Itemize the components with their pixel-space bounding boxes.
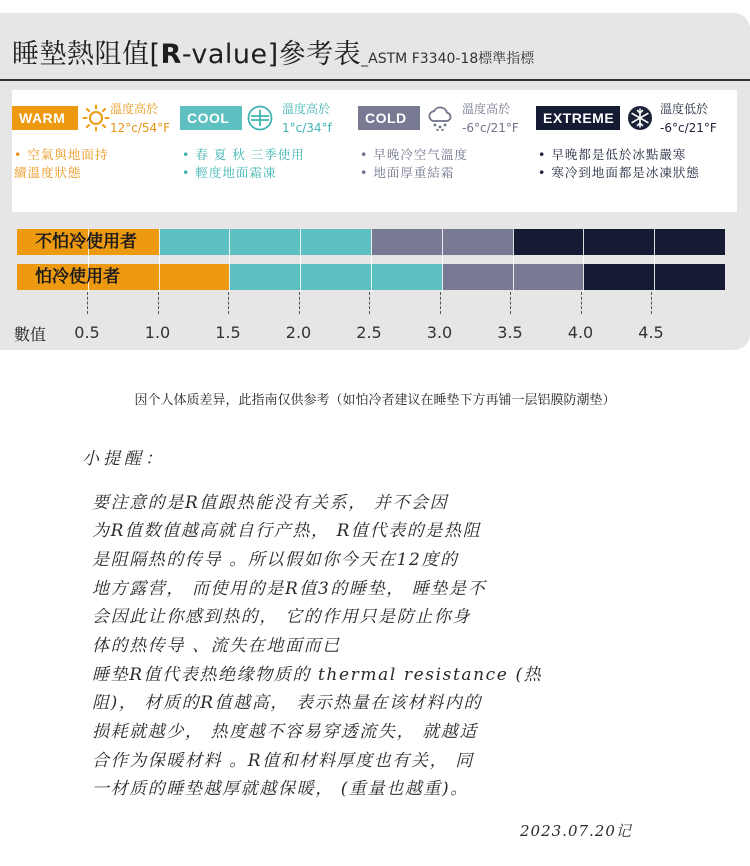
- legend-extreme: [536, 100, 736, 210]
- warm-note-1: • 空氣與地面持: [14, 147, 109, 162]
- warm-note-2: 續溫度狀態: [14, 165, 82, 180]
- x-tick-label: 1.0: [144, 323, 171, 342]
- bar-segment-cool: [229, 264, 441, 290]
- reminder-line: 一材质的睡垫越厚就越保暖， (重量也越重)。: [92, 779, 469, 799]
- gridline: [442, 229, 443, 292]
- x-tick-label: 3.5: [497, 323, 523, 342]
- bar-segment-cool: [159, 229, 371, 255]
- tick-guide: [369, 292, 370, 314]
- title-r-mark: R: [160, 39, 182, 70]
- series-label-not-cold-sensitive: 不怕冷使用者: [35, 232, 137, 252]
- warm-temp-value: 12°c/54°F: [110, 121, 171, 135]
- cool-notes: [182, 146, 305, 182]
- tick-guide: [228, 292, 229, 314]
- tick-guide: [299, 292, 300, 314]
- sun-icon: [82, 104, 110, 132]
- series-label-cold-sensitive: 怕冷使用者: [35, 267, 120, 287]
- gridline: [229, 229, 230, 292]
- cold-badge: COLD: [358, 106, 420, 130]
- x-tick-label: 4.5: [638, 323, 664, 342]
- reminder-line: 为R值数值越高就自行产热， R值代表的是热阻: [92, 521, 482, 541]
- title-text-end: -value]參考表: [181, 39, 362, 70]
- legend-cool: [180, 100, 360, 210]
- bar-segment-extreme: [513, 229, 725, 255]
- x-axis-title: 數值: [14, 325, 47, 344]
- x-tick-label: 3.0: [426, 323, 453, 342]
- legend-cold: [358, 100, 538, 210]
- x-tick-label: 4.0: [567, 323, 594, 342]
- gridline: [583, 229, 584, 292]
- title-text: 睡墊熱阻值[: [12, 39, 161, 70]
- cool-note-1: • 春 夏 秋 三季使用: [182, 147, 305, 162]
- reminder-line: 阻)， 材质的R值越高， 表示热量在该材料内的: [92, 693, 483, 713]
- cool-badge: COOL: [180, 106, 242, 130]
- disclaimer-text: 因个人体质差异，此指南仅供参考（如怕冷者建议在睡垫下方再铺一层铝膜防潮垫）: [134, 392, 616, 407]
- tick-guide: [510, 292, 511, 314]
- cool-temp-label: 溫度高於: [282, 102, 331, 116]
- tick-guide: [158, 292, 159, 314]
- tick-guide: [87, 292, 88, 314]
- reminder-line: 要注意的是R值跟热能没有关系， 并不会因: [92, 493, 449, 513]
- warm-badge: WARM: [12, 106, 78, 130]
- cold-note-1: • 早晚冷空气溫度: [360, 147, 468, 162]
- cold-temperature: [462, 100, 519, 138]
- extreme-temp-label: 溫度低於: [660, 102, 709, 116]
- cool-temp-value: 1°c/34°f: [282, 121, 332, 135]
- extreme-notes: [538, 146, 700, 182]
- x-tick-label: 1.5: [215, 323, 241, 342]
- snowflake-icon: [626, 104, 654, 132]
- reminder-line: 是阻隔热的传导 。所以假如你今天在12度的: [92, 550, 459, 570]
- cool-note-2: • 輕度地面霜凍: [182, 165, 277, 180]
- cold-temp-value: -6°c/21°F: [462, 121, 519, 135]
- reminder-line: 睡垫R值代表热绝缘物质的 thermal resistance (热: [92, 665, 543, 685]
- reminder-line: 体的热传导 、流失在地面而已: [92, 636, 341, 656]
- extreme-note-1: • 早晚都是低於冰點嚴寒: [538, 147, 687, 162]
- signature-date: 2023.07.20记: [520, 822, 632, 840]
- gridline: [371, 229, 372, 292]
- warm-temp-label: 溫度高於: [110, 102, 159, 116]
- extreme-badge: EXTREME: [536, 106, 620, 130]
- title-divider: [0, 79, 750, 81]
- extreme-temperature: [660, 100, 717, 138]
- thermometer-icon: [246, 104, 274, 132]
- legend: [12, 90, 737, 212]
- reminder-line: 合作为保暖材料 。R值和材料厚度也有关， 同: [92, 751, 474, 771]
- tick-guide: [581, 292, 582, 314]
- warm-notes: [14, 146, 108, 182]
- x-tick-label: 0.5: [74, 323, 100, 342]
- gridline: [654, 229, 655, 292]
- reminder-line: 损耗就越少， 热度越不容易穿透流失， 就越适: [92, 722, 479, 742]
- tick-guide: [440, 292, 441, 314]
- extreme-note-2: • 寒冷到地面都是冰凍狀態: [538, 165, 700, 180]
- warm-temperature: [110, 100, 170, 138]
- cold-note-2: • 地面厚重結霜: [360, 165, 455, 180]
- page-title: [12, 32, 534, 76]
- extreme-temp-value: -6°c/21°F: [660, 121, 717, 135]
- x-tick-label: 2.0: [285, 323, 312, 342]
- cold-notes: [360, 146, 468, 182]
- tick-guide: [651, 292, 652, 314]
- x-tick-label: 2.5: [356, 323, 382, 342]
- legend-warm: [12, 100, 192, 210]
- cool-temperature: [282, 100, 332, 138]
- reminder-title: 小提醒：: [82, 449, 166, 469]
- gridline: [513, 229, 514, 292]
- gridline: [300, 229, 301, 292]
- cold-temp-label: 溫度高於: [462, 102, 511, 116]
- standard-subtitle: _ASTM F3340-18標準指標: [361, 51, 535, 67]
- reminder-line: 会因此让你感到热的， 它的作用只是防止你身: [92, 607, 472, 627]
- reminder-line: 地方露营， 而使用的是R值3的睡垫， 睡垫是不: [92, 579, 487, 599]
- gridline: [159, 229, 160, 292]
- snow-cloud-icon: [426, 104, 454, 132]
